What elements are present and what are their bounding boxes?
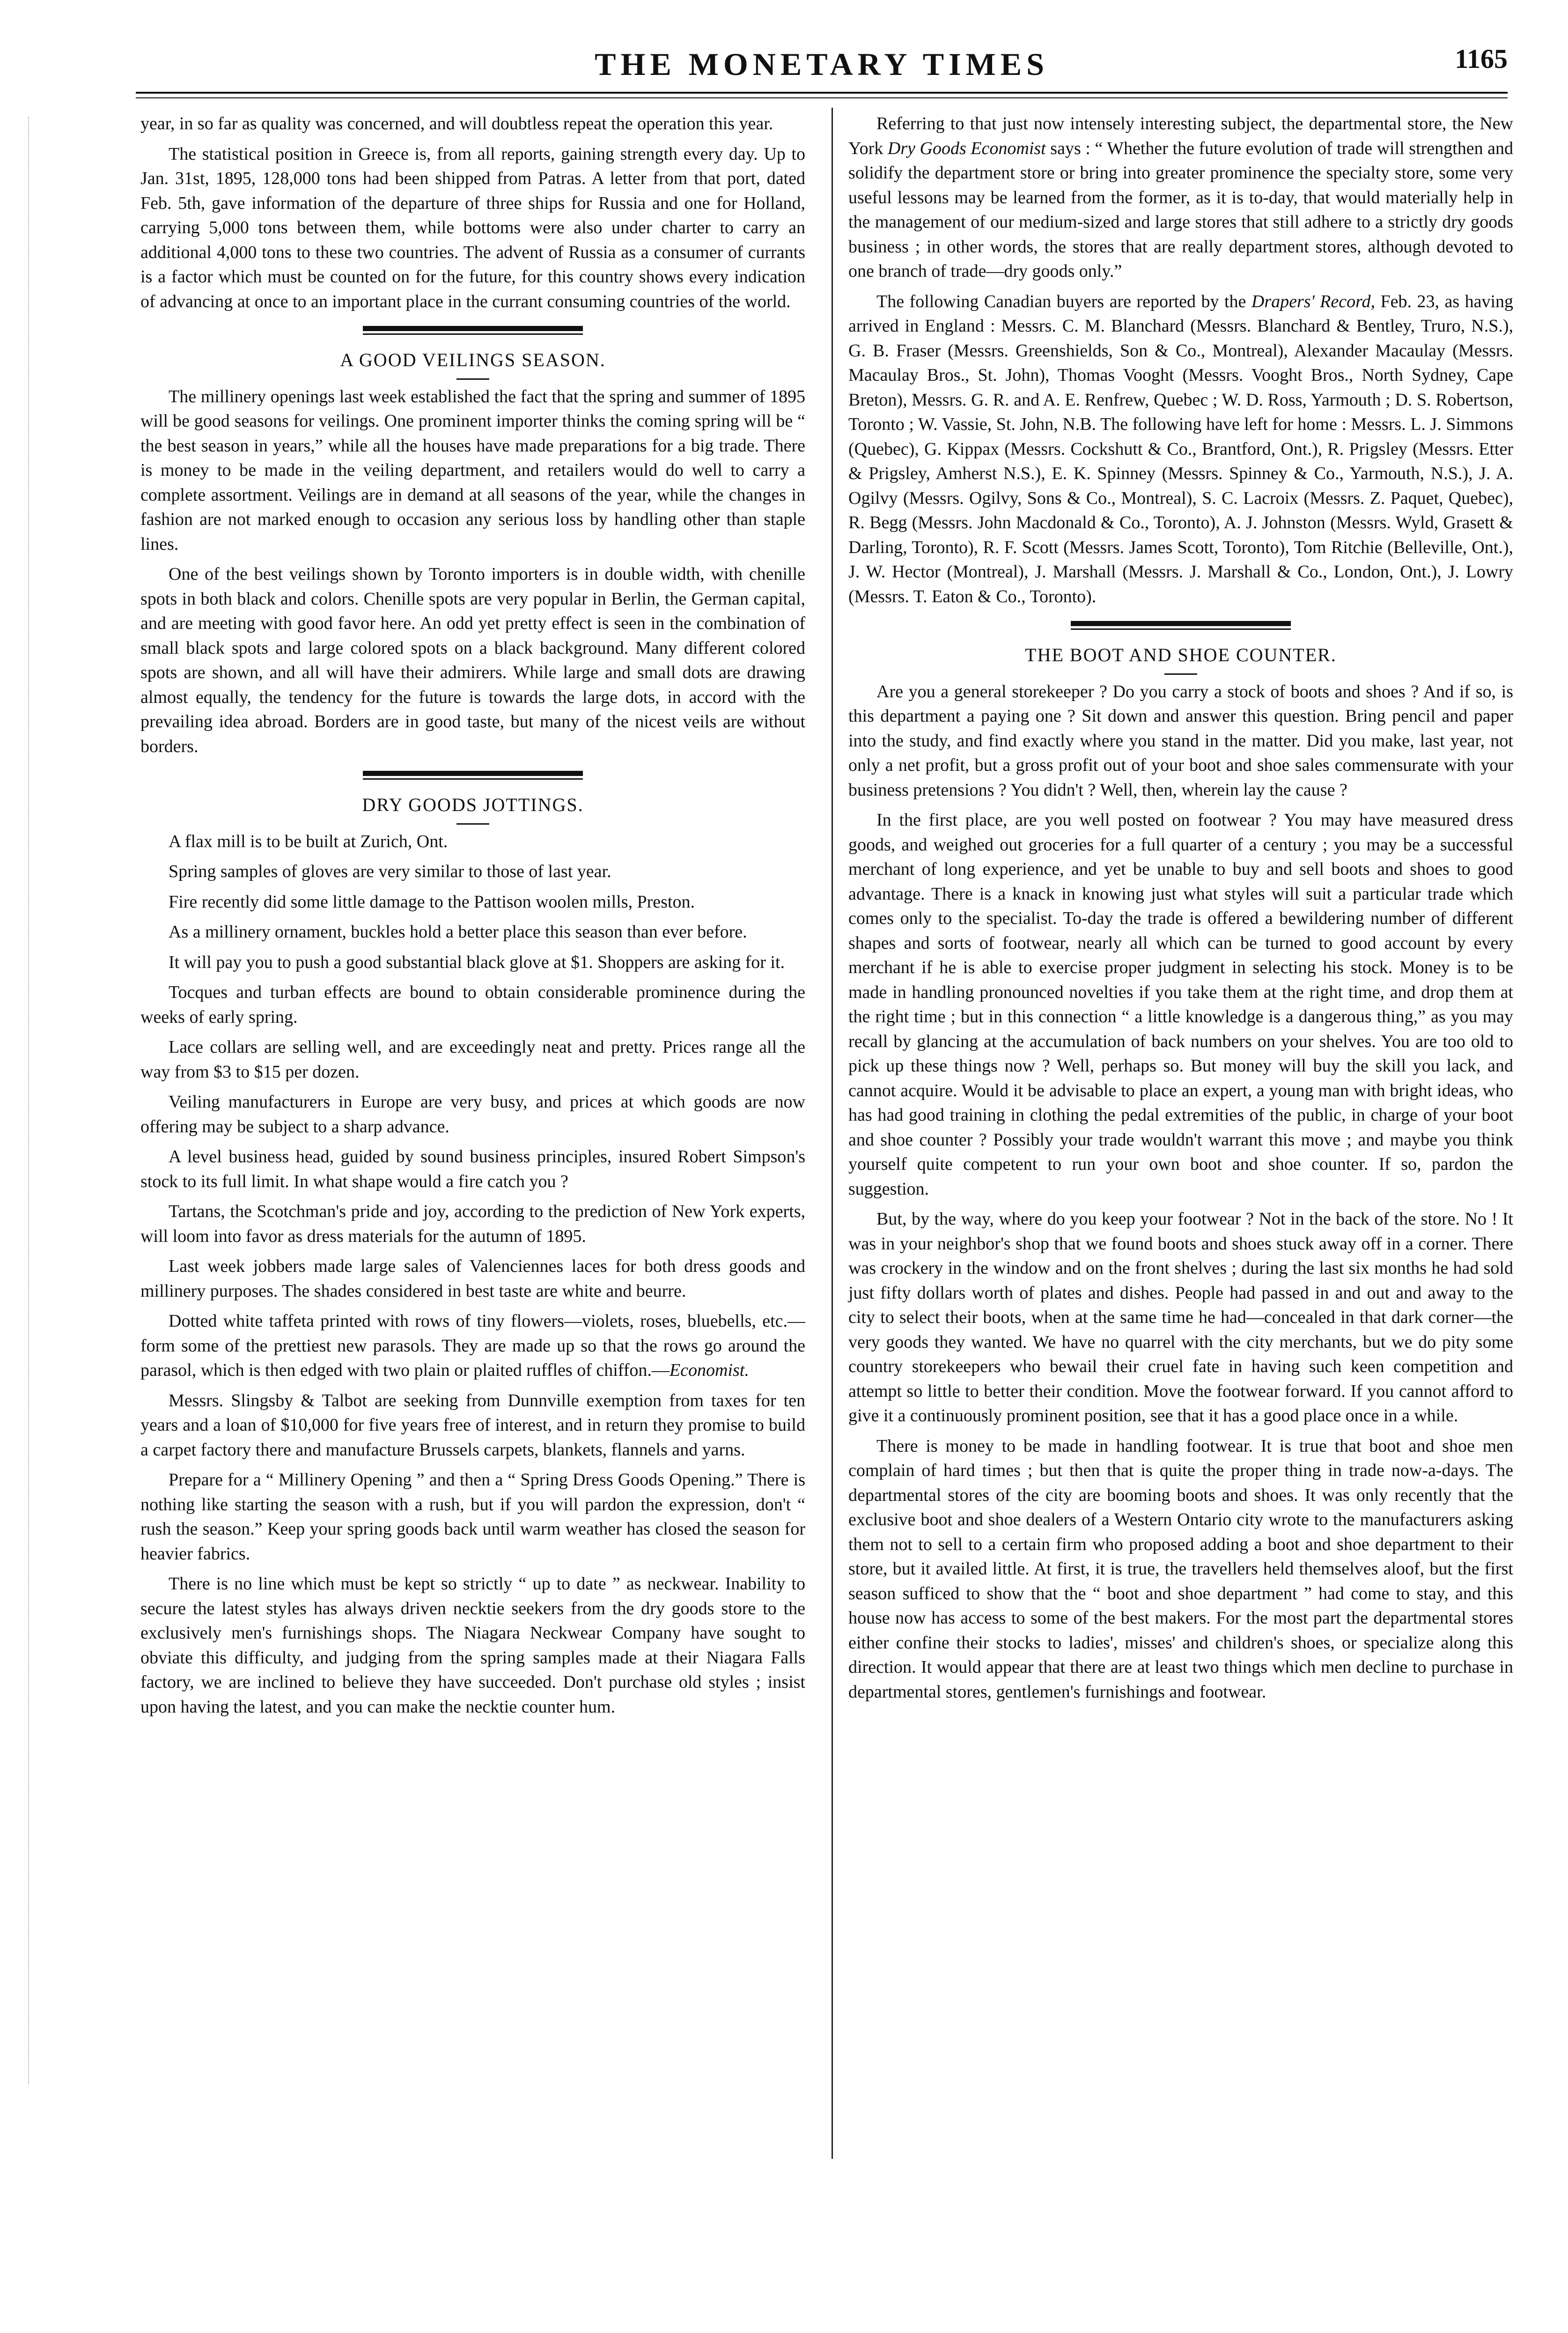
boot-shoe-paragraph: In the first place, are you well posted on footwear ? You may have measured dress goods, and weighed out groceries for a full quarter of a century ; you may be a successful merchant of long experience, and yet be unable to buy and sell boots and shoes to good advantage. There is a knack in knowing just what styles will suit a particular trade which comes only to the specialist. To-day the trade is offered a bewildering number of different shapes and sorts of footwear, nearly all which can be turned to good account by every merchant if he is able to exercise proper judgment in selecting his stock. Money is to be made in handling pronounced novelties if you take them at the right time, and drop them at the right time ; but in this connection “ a little knowledge is a dangerous thing,” as you may recall by glancing at the accumulation of back numbers on your shelves. You are too old to pick up these things now ? Well, perhaps so. But money will buy the skill you lack, and cannot acquire. Would it be advisable to place an expert, a young man with bright ideas, who has had good training in clothing the pedal extremities of the public, in charge of your boot and shoe counter ? Possibly your trade wouldn't warrant this move ; and maybe you think yourself quite competent to run your own boot and shoe counter. If so, pardon the suggestion. bbox=[848, 810, 1513, 1199]
boot-shoe-paragraph: There is money to be made in handling footwear. It is true that boot and shoe men complain of hard times ; but then that is quite the proper thing in trade now-a-days. The departmental stores of the city are booming boots and shoes. It was only recently that the exclusive boot and shoe dealers of a Western Ontario city wrote to the manufacturers asking them not to sell to a certain firm who proposed adding a boot and shoe department to their store, but it availed little. At first, it is true, the travellers held themselves aloof, but the first season sufficed to show that the “ boot and shoe department ” had come to stay, and this house now has access to some of the best makers. For the most part the departmental stores either confine their stocks to ladies', misses' and children's shoes, or specialize along this direction. It would appear that there are at least two things which men decline to purchase in departmental stores, gentlemen's furnishings and footwear. bbox=[848, 1436, 1513, 1702]
section-separator bbox=[363, 771, 583, 780]
veilings-heading: A GOOD VEILINGS SEASON. bbox=[340, 349, 606, 370]
boot-shoe-heading: THE BOOT AND SHOE COUNTER. bbox=[1025, 644, 1337, 665]
boot-shoe-paragraph: But, by the way, where do you keep your footwear ? Not in the back of the store. No ! It was in your neighbor's shop that we found boots and shoes stuck away off in a corner. There was crockery in the window and on the front shelves ; during the last six months he had sold just fifty dollars worth of plates and dishes. People had passed in and out and away to the city to select their boots, when at the same time he had—concealed in that dark corner—the very goods they wanted. We have no quarrel with the city merchants, but we do pity some country storekeepers who bewail their cruel fate in having such keen competition and attempt so little to better their condition. Move the footwear forward. If you cannot afford to give it a continuously prominent position, see that it has a good place once in a while. bbox=[848, 1209, 1513, 1425]
jotting-item: Spring samples of gloves are very similar to those of last year. bbox=[169, 862, 611, 881]
greece-paragraph: The statistical position in Greece is, from all reports, gaining strength every day. Up to Jan. 31st, 1895, 128,000 tons had been shipped from Patras. A letter from that port, dated Feb. 5th, gave information of the departure of three ships for Russia and one for Holland, carrying 5,000 tons between them, while bottoms were also under charter to carry an additional 4,000 tons to these two countries. The advent of Russia as a consumer of currants is a factor which must be counted on for the future, for this country shows every indication of advancing at once to an important place in the currant consuming countries of the world. bbox=[140, 144, 805, 311]
heading-dash bbox=[456, 823, 489, 825]
department-store-paragraph bbox=[848, 111, 1513, 284]
boot-shoe-paragraph: Are you a general storekeeper ? Do you carry a stock of boots and shoes ? And if so, is this department a paying one ? Sit down and answer this question. Bring pencil and paper into the study, and find exactly where you stand in the matter. Did you make, last year, not only a net profit, but a gross profit out of your boot and shoe sales commensurate with your business pretensions ? You didn't ? Well, then, wherein lay the cause ? bbox=[848, 681, 1513, 800]
jotting-item: Fire recently did some little damage to the Pattison woolen mills, Preston. bbox=[169, 892, 695, 912]
jotting-item bbox=[140, 1309, 805, 1383]
source-citation: Drapers' Record, bbox=[1251, 291, 1376, 311]
binding-edge bbox=[28, 117, 29, 2084]
jotting-item: There is no line which must be kept so strictly “ up to date ” as neckwear. Inability to secure the latest styles has always driven necktie seekers from the dry goods store to the exclusively men's furnishings shops. The Niagara Neckwear Company have sought to obviate this difficulty, and judging from the spring samples made at their Niagara Falls factory, we are inclined to believe they have succeeded. Don't purchase old styles ; insist upon having the latest, and you can make the necktie counter hum. bbox=[140, 1574, 805, 1717]
section-separator bbox=[1071, 621, 1291, 630]
page-number: 1165 bbox=[1455, 44, 1508, 74]
text-run: Referring to that just now intensely interesting subject, the departmental store, the New York bbox=[848, 114, 1513, 158]
column-divider bbox=[832, 108, 833, 2159]
buyers-paragraph bbox=[848, 289, 1513, 609]
source-citation: Dry Goods Economist bbox=[887, 138, 1046, 158]
veilings-paragraph: The millinery openings last week established the fact that the spring and summer of 1895 will be good seasons for veilings. One prominent importer thinks the coming spring will be “ the best season in years,” while all the houses have made preparations for a big trade. There is money to be made in the veiling department, and retailers would do well to carry a complete assortment. Veilings are in demand at all seasons of the year, while the changes in fashion are not marked enough to occasion any serious loss by handling other than staple lines. bbox=[140, 386, 805, 554]
veilings-paragraph: One of the best veilings shown by Toronto importers is in double width, with chenille spots in both black and colors. Chenille spots are very popular in Berlin, the German capital, and are meeting with good favor here. An odd yet pretty effect is seen in the combination of small black spots and large colored spots on a black background. Many different colored spots are shown, and all will have their admirers. While large and small dots are drawing almost equally, the tendency for the future is towards the large dots, in accord with the prevailing idea abroad. Borders are in good taste, but many of the nicest veils are without borders. bbox=[140, 564, 805, 756]
jotting-item: Lace collars are selling well, and are exceedingly neat and pretty. Prices range all the way from $3 to $15 per dozen. bbox=[140, 1037, 805, 1082]
jotting-item: It will pay you to push a good substantial black glove at $1. Shoppers are asking for it. bbox=[169, 952, 785, 972]
text-run: Feb. 23, as having arrived in England : Messrs. C. M. Blanchard (Messrs. Blanchard & Bentley, Truro, N.S.), G. B. Fraser (Messrs. Greenshields, Son & Co., Montreal), Alexander Macaulay (Messrs. Macaulay Bros., St. John), Thomas Vooght (Messrs. Vooght Bros., North Sydney, Cape Breton), Messrs. G. R. and A. E. Renfrew, Quebec ; W. D. Ross, Yarmouth ; D. S. Robertson, Toronto ; W. Vassie, St. John, N.B. The following have left for home : Messrs. L. J. Simmons (Quebec), G. Kippax (Messrs. Cockshutt & Co., Brantford, Ont.), R. Prigsley (Messrs. Etter & Prigsley, Amherst N.S.), E. K. Spinney (Messrs. Spinney & Co., Yarmouth, N.S.), J. A. Ogilvy (Messrs. Ogilvy, Sons & Co., Montreal), S. C. Lacroix (Messrs. Z. Paquet, Quebec), R. Begg (Messrs. John Macdonald & Co., Toronto), A. J. Johnston (Messrs. Wyld, Grasett & Darling, Toronto), R. F. Scott (Messrs. James Scott, Toronto), Tom Ritchie (Belleville, Ont.), J. W. Hector (Montreal), J. Marshall (Messrs. J. Marshall & Co., London, Ont.), J. Lowry (Messrs. T. Eaton & Co., Toronto). bbox=[848, 291, 1514, 606]
source-citation: Economist. bbox=[669, 1360, 749, 1380]
jotting-item: Tocques and turban effects are bound to obtain considerable prominence during the weeks of early spring. bbox=[140, 982, 805, 1027]
jottings-heading: DRY GOODS JOTTINGS. bbox=[362, 794, 584, 815]
continued-paragraph: year, in so far as quality was concerned, and will doubtless repeat the operation this year. bbox=[140, 114, 773, 133]
text-run: says : “ Whether the future evolution of trade will strengthen and solidify the department store or bring into greater prominence the specialty store, some very useful lessons may be learned from the former, as it is to-day, that would materially help in the management of our medium-sized and large stores that still adhere to a strictly dry goods business ; in other words, the stores that are really department stores, although devoted to one branch of trade—dry goods only.” bbox=[848, 138, 1513, 281]
masthead-rule bbox=[136, 92, 1508, 94]
jotting-item: Last week jobbers made large sales of Valenciennes laces for both dress goods and millinery purposes. The shades considered in best taste are white and beurre. bbox=[140, 1256, 805, 1301]
right-column bbox=[848, 111, 1513, 1710]
jotting-item: A flax mill is to be built at Zurich, Ont. bbox=[169, 831, 448, 851]
jotting-item: A level business head, guided by sound business principles, insured Robert Simpson's stock to its full limit. In what shape would a fire catch you ? bbox=[140, 1147, 805, 1191]
masthead-title: THE MONETARY TIMES bbox=[595, 46, 1049, 82]
section-separator bbox=[363, 326, 583, 335]
jotting-item: Veiling manufacturers in Europe are very busy, and prices at which goods are now offering may be subject to a sharp advance. bbox=[140, 1092, 805, 1137]
taffeta-text: Dotted white taffeta printed with rows of tiny flowers—violets, roses, bluebells, etc.—form some of the prettiest new parasols. They are made up so that the rows go around the parasol, which is then edged with two plain or plaited ruffles of chiffon.— bbox=[140, 1311, 805, 1380]
left-column bbox=[140, 111, 805, 1725]
jotting-item: Tartans, the Scotchman's pride and joy, according to the prediction of New York experts, will loom into favor as dress materials for the autumn of 1895. bbox=[140, 1202, 805, 1246]
masthead bbox=[131, 33, 1512, 84]
heading-dash bbox=[456, 378, 489, 380]
jotting-item: As a millinery ornament, buckles hold a better place this season than ever before. bbox=[169, 922, 747, 942]
jotting-item: Prepare for a “ Millinery Opening ” and then a “ Spring Dress Goods Opening.” There is nothing like starting the season with a rush, but if you will pardon the expression, don't “ rush the season.” Keep your spring goods back until warm weather has closed the season for heavier fabrics. bbox=[140, 1470, 805, 1564]
masthead-rule-thin bbox=[136, 97, 1508, 98]
heading-dash bbox=[1164, 673, 1197, 675]
jotting-item: Messrs. Slingsby & Talbot are seeking from Dunnville exemption from taxes for ten years and a loan of $10,000 for five years free of interest, and in return they promise to build a carpet factory there and manufacture Brussels carpets, blankets, flannels and yarns. bbox=[140, 1390, 805, 1460]
text-run: The following Canadian buyers are reported by the bbox=[876, 291, 1251, 311]
